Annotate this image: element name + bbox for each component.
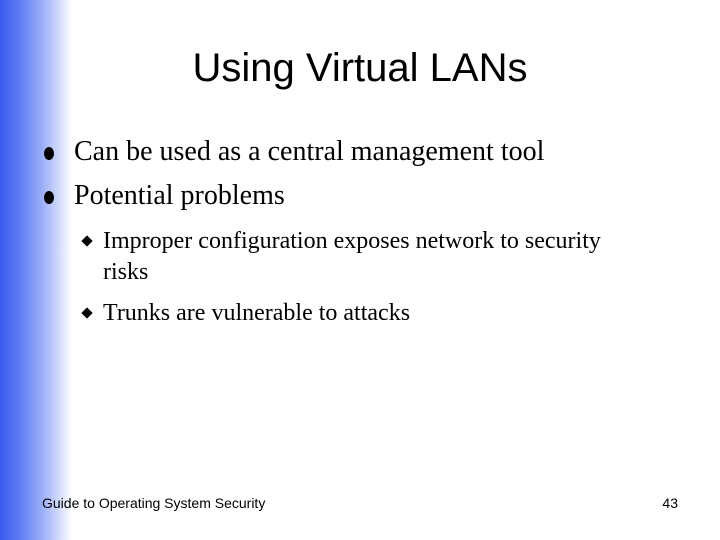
bullet-dot-icon <box>44 191 54 204</box>
diamond-bullet-icon <box>81 307 92 318</box>
slide-title: Using Virtual LANs <box>192 46 528 90</box>
sub-bullet-list <box>44 226 684 329</box>
bullet-text: Can be used as a central management tool <box>74 136 545 167</box>
sub-bullet-text: Improper configuration exposes network to security risks <box>103 228 601 285</box>
bullet-list <box>44 132 684 339</box>
footer-course-title: Guide to Operating System Security <box>42 495 266 511</box>
bullet-item <box>44 132 684 176</box>
sub-bullet-item <box>82 226 623 288</box>
bullet-dot-icon <box>44 147 54 160</box>
sub-bullet-text: Trunks are vulnerable to attacks <box>103 300 411 326</box>
page-number: 43 <box>662 495 678 511</box>
sub-bullet-item <box>82 298 623 329</box>
bullet-text: Potential problems <box>74 180 285 211</box>
diamond-bullet-icon <box>81 235 92 246</box>
bullet-item <box>44 176 684 220</box>
